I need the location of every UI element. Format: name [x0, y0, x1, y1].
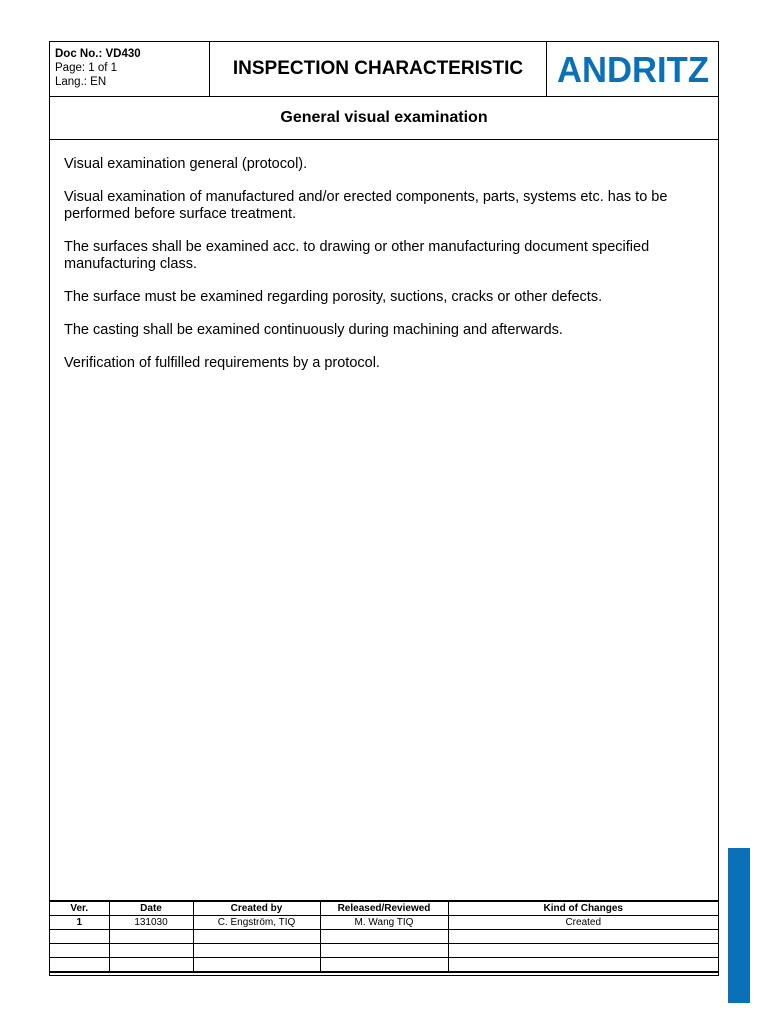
cell-date: [109, 944, 193, 958]
table-row: [50, 916, 718, 930]
body-paragraph: The surface must be examined regarding porosity, suctions, cracks or other defects.: [64, 289, 603, 305]
cell-created-by: [193, 930, 320, 944]
cell-created-by: C. Engström, TIQ: [193, 916, 320, 930]
col-released-reviewed: Released/Reviewed: [320, 901, 448, 916]
svg-text:ANDRITZ: ANDRITZ: [556, 52, 709, 86]
cell-released-reviewed: [320, 958, 448, 973]
cell-date: 131030: [109, 916, 193, 930]
cell-released-reviewed: [320, 944, 448, 958]
cell-created-by: [193, 944, 320, 958]
cell-kind-of-changes: [448, 958, 718, 973]
cell-date: [109, 958, 193, 973]
cell-version: 1: [50, 916, 109, 930]
cell-date: [109, 930, 193, 944]
blue-side-bar: [728, 848, 750, 1003]
document-title: INSPECTION CHARACTERISTIC: [210, 42, 547, 96]
revision-table: [50, 900, 718, 973]
cell-created-by: [193, 958, 320, 973]
body-paragraph: Visual examination of manufactured and/or erected components, parts, systems etc. has to be performed before surface treatment.: [64, 189, 668, 222]
document-header: [50, 42, 718, 97]
col-version: Ver.: [50, 901, 109, 916]
revision-table-header: [50, 901, 718, 916]
table-row: [50, 958, 718, 973]
cell-kind-of-changes: [448, 944, 718, 958]
document-frame: [49, 41, 719, 976]
document-body: [64, 156, 704, 388]
cell-kind-of-changes: [448, 930, 718, 944]
language: Lang.: EN: [55, 76, 107, 88]
col-created-by: Created by: [193, 901, 320, 916]
page-number: Page: 1 of 1: [55, 62, 118, 74]
body-paragraph: Visual examination general (protocol).: [64, 156, 308, 172]
cell-released-reviewed: M. Wang TIQ: [320, 916, 448, 930]
col-kind-of-changes: Kind of Changes: [448, 901, 718, 916]
table-row: [50, 930, 718, 944]
cell-kind-of-changes: Created: [448, 916, 718, 930]
document-subtitle: General visual examination: [50, 96, 718, 140]
cell-version: [50, 958, 109, 973]
cell-released-reviewed: [320, 930, 448, 944]
document-meta: [50, 42, 210, 96]
body-paragraph: Verification of fulfilled requirements by a protocol.: [64, 355, 380, 371]
andritz-logo: [547, 42, 718, 96]
table-row: [50, 944, 718, 958]
cell-version: [50, 930, 109, 944]
andritz-logo-mark: [555, 52, 711, 86]
body-paragraph: The surfaces shall be examined acc. to drawing or other manufacturing document specified manufacturing class.: [64, 239, 650, 272]
col-date: Date: [109, 901, 193, 916]
body-paragraph: The casting shall be examined continuously during machining and afterwards.: [64, 322, 563, 338]
doc-number: Doc No.: VD430: [55, 48, 141, 60]
cell-version: [50, 944, 109, 958]
